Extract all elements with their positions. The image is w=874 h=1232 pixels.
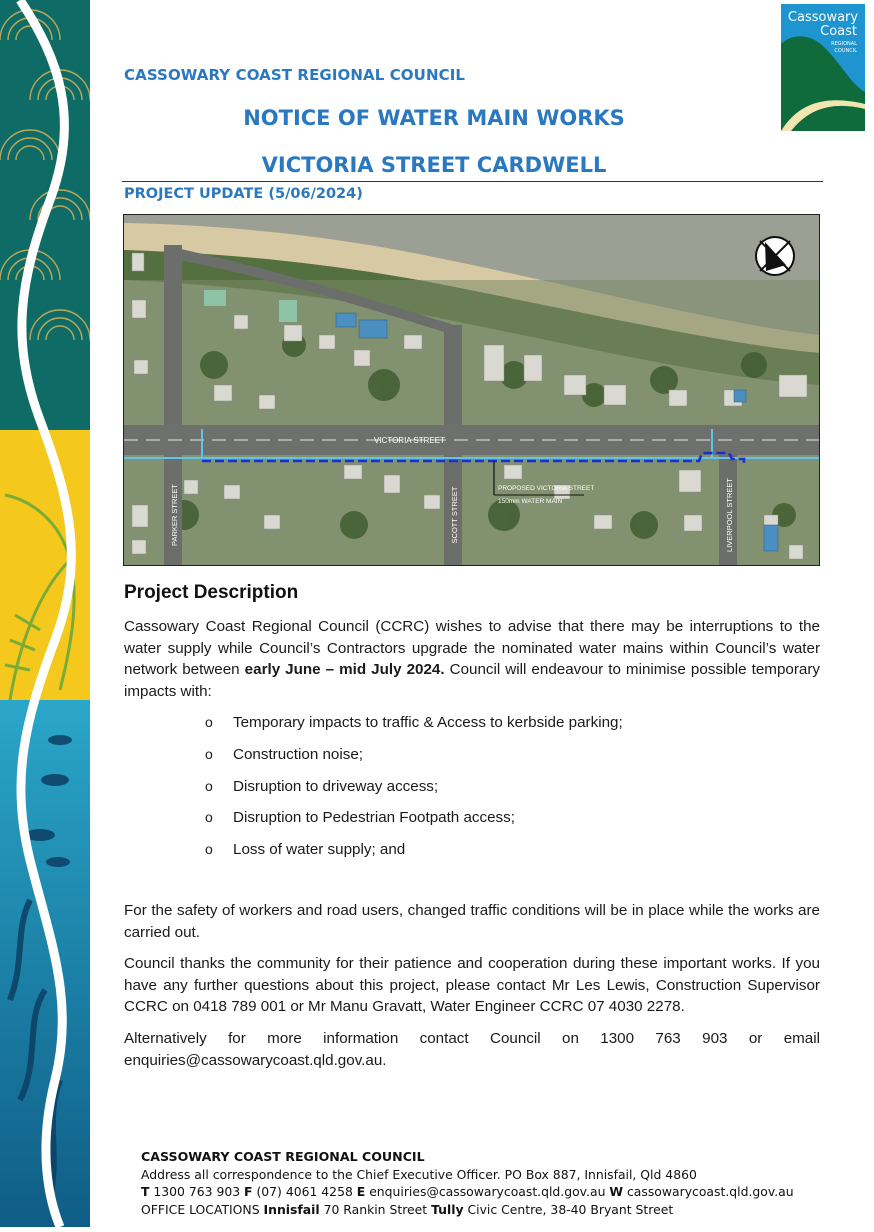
office2-address: Civic Centre, 38-40 Bryant Street	[463, 1201, 674, 1217]
logo-line4: COUNCIL	[834, 48, 857, 54]
impact-text: Construction noise;	[233, 745, 364, 763]
fax-label: F	[244, 1184, 253, 1199]
map-art	[124, 215, 820, 566]
side-strip-art	[0, 0, 90, 1227]
victoria-street-label: VICTORIA STREET	[374, 436, 445, 445]
bullet-circle-icon: o	[205, 777, 213, 794]
aerial-site-map	[123, 214, 820, 566]
footer	[141, 1148, 794, 1218]
list-item	[205, 744, 623, 776]
list-item	[205, 807, 623, 839]
street-title: VICTORIA STREET CARDWELL	[261, 153, 607, 177]
project-description-heading: Project Description	[124, 582, 299, 603]
victoria-street-road	[124, 425, 820, 455]
bullet-circle-icon: o	[205, 809, 213, 826]
list-item	[205, 839, 623, 871]
bullet-circle-icon: o	[205, 745, 213, 762]
parker-street-road-north	[164, 245, 182, 437]
phone-value: 1300 763 903	[149, 1184, 245, 1199]
alternative-contact-paragraph: Alternatively for more information contact Council on 1300 763 903 or email enquiries@cassowarycoast.qld.gov.au.	[124, 1030, 820, 1069]
decorative-side-strip	[0, 0, 90, 1227]
offices-label: OFFICE LOCATIONS	[141, 1201, 264, 1217]
impact-text: Loss of water supply; and	[233, 841, 406, 859]
web-label: W	[609, 1184, 624, 1199]
intro-text-start: Cassowary Coast Regional Council (CCRC) wishes to advise that there may be interruptions to the water supply while Council’s Contractors upgrade the nominated water mains within Council’s water network between	[124, 618, 820, 678]
bullet-circle-icon: o	[205, 714, 213, 730]
impact-text: Disruption to driveway access;	[233, 777, 439, 795]
scott-street-road-north	[444, 325, 462, 437]
cassowary-coast-logo	[781, 4, 865, 131]
office1-name: Innisfail	[263, 1201, 320, 1217]
intro-text-end: Council will endeavour to minimise possible temporary impacts with:	[124, 661, 820, 700]
liverpool-street-label: LIVERPOOL STREET	[725, 478, 734, 552]
office2-name: Tully	[431, 1201, 464, 1217]
intro-paragraph	[124, 616, 820, 702]
fax-value: (07) 4061 4258	[252, 1184, 357, 1199]
email-label: E	[356, 1184, 366, 1199]
notice-title: NOTICE OF WATER MAIN WORKS	[243, 106, 625, 130]
footer-address: Address all correspondence to the Chief Executive Officer. PO Box 887, Innisfail, Qld 4860	[141, 1166, 697, 1182]
works-period: early June – mid July 2024.	[244, 661, 445, 678]
logo-line1: Cassowary	[787, 10, 859, 25]
scott-street-label: SCOTT STREET	[450, 486, 459, 544]
contact-paragraph: Council thanks the community for their patience and cooperation during these important works. If you have any further questions about this project, please contact Mr Les Lewis, Construction Supervisor CCRC on 0418 789 001 or Mr Manu Gravatt, Water Engineer CCRC 07 4030 2278.	[124, 955, 820, 1015]
callout-line2: 150mm WATER MAIN	[498, 498, 563, 505]
council-name-heading: CASSOWARY COAST REGIONAL COUNCIL	[124, 66, 466, 84]
footer-council-name: CASSOWARY COAST REGIONAL COUNCIL	[141, 1149, 425, 1164]
project-update-date: PROJECT UPDATE (5/06/2024)	[124, 186, 363, 202]
logo-line2: Coast	[820, 24, 857, 39]
footer-contacts	[141, 1183, 794, 1201]
impacts-list	[205, 712, 623, 871]
footer-offices	[141, 1201, 794, 1219]
callout-line1: PROPOSED VICTORIA STREET	[498, 485, 595, 492]
web-value: cassowarycoast.qld.gov.au	[623, 1184, 794, 1199]
logo-line3: REGIONAL	[831, 41, 857, 47]
phone-label: T	[141, 1184, 150, 1199]
impact-text: Disruption to Pedestrian Footpath access;	[233, 809, 515, 827]
parker-street-label: PARKER STREET	[170, 484, 179, 546]
logo-art	[781, 4, 865, 131]
bullet-circle-icon: o	[205, 841, 213, 858]
safety-paragraph: For the safety of workers and road users, changed traffic conditions will be in place while the works are carried out.	[124, 902, 820, 941]
list-item	[205, 712, 623, 744]
email-value: enquiries@cassowarycoast.qld.gov.au	[365, 1184, 610, 1199]
north-arrow-icon	[756, 237, 794, 275]
list-item	[205, 776, 623, 808]
impact-text: Temporary impacts to traffic & Access to kerbside parking;	[233, 714, 623, 731]
office1-address: 70 Rankin Street	[319, 1201, 432, 1217]
header-divider	[122, 181, 823, 182]
